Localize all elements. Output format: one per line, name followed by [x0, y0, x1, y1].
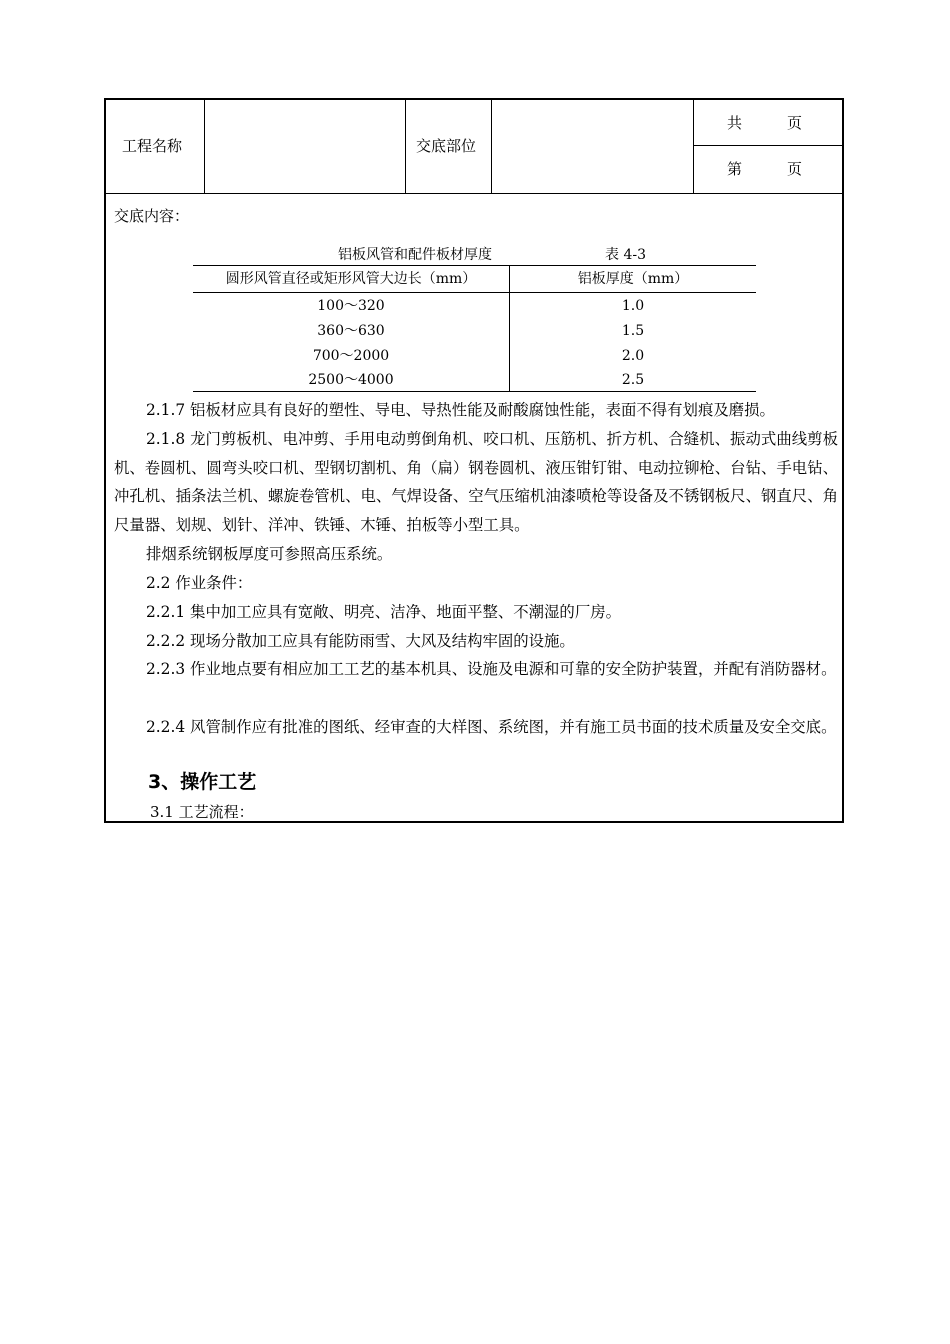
table-cell-thickness: 1.0	[621, 298, 645, 314]
table-cell-size: 700～2000	[312, 348, 390, 364]
content-label: 交底内容：	[114, 207, 190, 225]
paragraph-2-2-1: 2.2.1 集中加工应具有宽敞、明亮、洁净、地面平整、不潮湿的厂房。	[146, 603, 621, 621]
page-number-label: 第 页	[727, 160, 803, 178]
table-cell-size: 360～630	[317, 323, 385, 339]
table-cell-size: 2500～4000	[308, 372, 394, 388]
table-number: 表 4-3	[605, 247, 646, 263]
header-divider	[693, 100, 694, 193]
paragraph-2-1-8: 2.1.8 龙门剪板机、电冲剪、手用电动剪倒角机、咬口机、压筋机、折方机、合缝机、振动式曲线剪板机、卷圆机、圆弯头咬口机、型钢切割机、角（扁）钢卷圆机、液压钳钉钳、电动拉铆枪、台钻、手电钻、冲孔机、插条法兰机、螺旋卷管机、电、气焊设备、空气压缩机油漆喷枪等设备及不锈钢板尺、钢直尺、角尺量器、划规、划针、洋冲、铁锤、木锤、拍板等小型工具。	[114, 430, 838, 535]
table-rule	[193, 391, 756, 392]
header-divider	[693, 145, 842, 146]
table-cell-thickness: 2.5	[621, 372, 645, 388]
table-rule	[193, 292, 756, 293]
project-name-label: 工程名称	[122, 137, 183, 155]
paragraph-2-2-4: 2.2.4 风管制作应有批准的图纸、经审查的大样图、系统图，并有施工员书面的技术质量及安全交底。	[146, 718, 837, 736]
total-pages-label: 共 页	[727, 114, 803, 132]
section-heading: 3、操作工艺	[148, 771, 257, 793]
sub-item-process-flow: 3.1 工艺流程：	[150, 803, 254, 821]
table-cell-size: 100～320	[317, 298, 385, 314]
form-header-row	[106, 100, 842, 194]
paragraph-2-1-7: 2.1.7 铝板材应具有良好的塑性、导电、导热性能及耐酸腐蚀性能，表面不得有划痕及磨损。	[146, 401, 775, 419]
header-divider	[405, 100, 406, 193]
column-header-size: 圆形风管直径或矩形风管大边长（mm）	[225, 271, 477, 287]
table-title: 铝板风管和配件板材厚度	[338, 247, 492, 263]
paragraph-smoke-exhaust-note: 排烟系统钢板厚度可参照高压系统。	[146, 545, 393, 563]
paragraph-2-2: 2.2 作业条件：	[146, 574, 253, 592]
paragraph-2-2-3: 2.2.3 作业地点要有相应加工工艺的基本机具、设施及电源和可靠的安全防护装置，并配有消防器材。	[146, 660, 837, 678]
table-cell-thickness: 2.0	[621, 348, 645, 364]
header-divider	[204, 100, 205, 193]
header-divider	[491, 100, 492, 193]
paragraph-2-2-2: 2.2.2 现场分散加工应具有能防雨雪、大风及结构牢固的设施。	[146, 632, 575, 650]
table-rule	[193, 265, 756, 266]
column-header-thickness: 铝板厚度（mm）	[577, 271, 689, 287]
disclosure-location-label: 交底部位	[416, 137, 477, 155]
table-cell-thickness: 1.5	[621, 323, 645, 339]
aluminum-thickness-table	[193, 265, 756, 392]
